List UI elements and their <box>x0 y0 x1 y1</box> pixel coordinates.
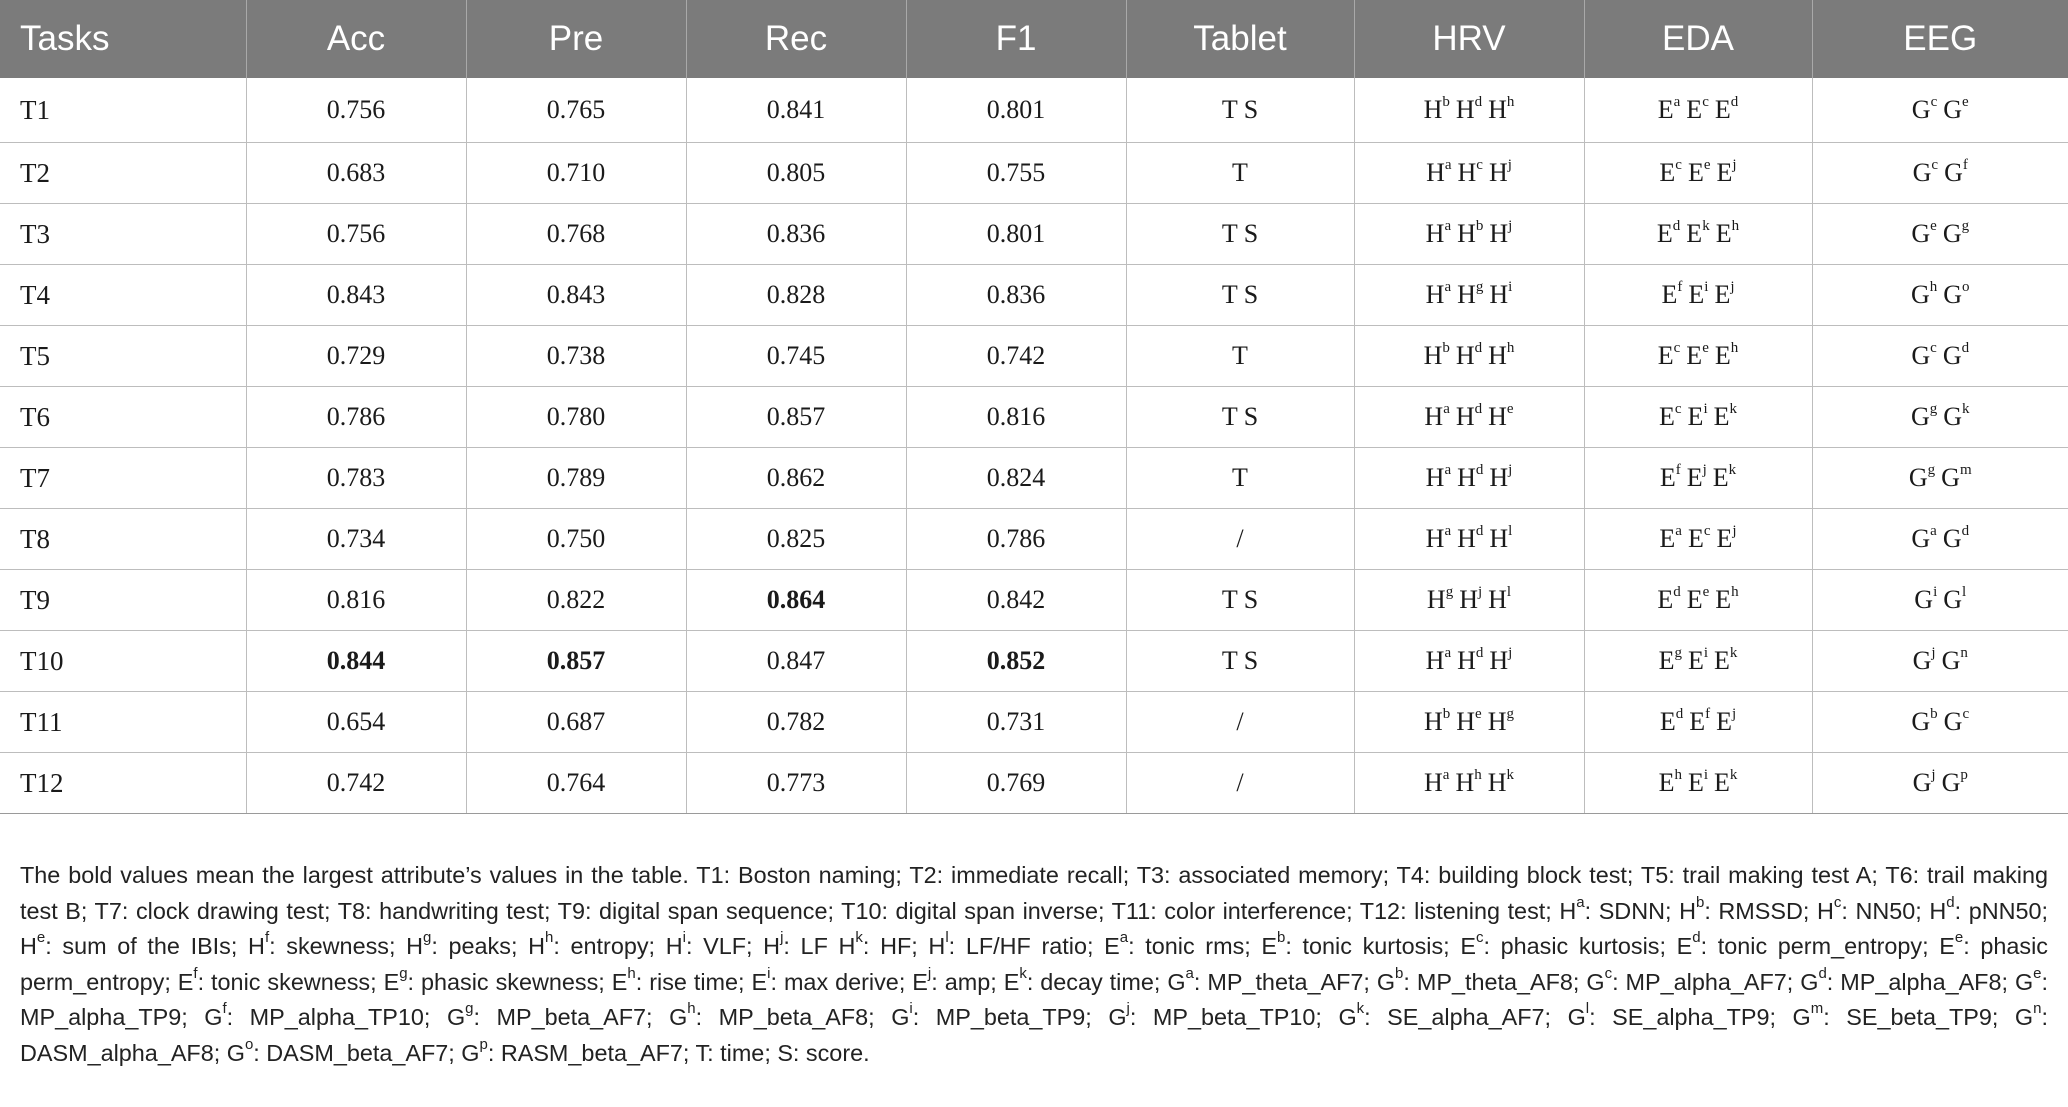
feature-symbol: $H^a$ <box>1425 462 1452 492</box>
cell-pre: 0.738 <box>466 326 686 387</box>
table-row <box>0 753 2068 814</box>
cell-f1: 0.742 <box>906 326 1126 387</box>
feature-symbol: $E^c$ <box>1686 94 1709 124</box>
cell-task: T2 <box>0 143 246 204</box>
header-rec: Rec <box>686 0 906 78</box>
feature-symbol: $G^g$ <box>1910 401 1938 431</box>
cell-pre: 0.768 <box>466 204 686 265</box>
cell-pre: 0.857 <box>466 631 686 692</box>
cell-eda <box>1584 692 1812 753</box>
cell-f1: 0.801 <box>906 78 1126 143</box>
feature-symbol: $H^a$ <box>1425 645 1452 675</box>
cell-rec: 0.745 <box>686 326 906 387</box>
footnote-definition: $G^g$: MP_beta_AF7; <box>446 1000 670 1030</box>
cell-rec: 0.847 <box>686 631 906 692</box>
feature-symbol: $E^k$ <box>1686 218 1710 248</box>
table-row <box>0 143 2068 204</box>
feature-symbol: $H^d$ <box>1457 523 1484 553</box>
footnote-definition: $E^d$: tonic perm_entropy; <box>1676 929 1940 959</box>
cell-acc: 0.816 <box>246 570 466 631</box>
feature-symbol: $H^e$ <box>1488 401 1514 431</box>
cell-eda <box>1584 448 1812 509</box>
footnote-definition: $G^a$: MP_theta_AF7; <box>1167 964 1377 995</box>
cell-task: T7 <box>0 448 246 509</box>
feature-symbol: $H^h$ <box>1455 767 1482 797</box>
feature-symbol: $G^m$ <box>1941 462 1972 492</box>
footnote-definition: $G^h$: MP_beta_AF8; <box>669 1000 892 1030</box>
feature-symbol: $E^e$ <box>1686 340 1709 370</box>
feature-symbol: $G^p$ <box>1941 767 1968 797</box>
footnote-definition: $H^d$: pNN50; <box>1929 893 2049 924</box>
cell-task: T1 <box>0 78 246 143</box>
feature-symbol: $E^i$ <box>1687 401 1708 431</box>
table-row <box>0 509 2068 570</box>
feature-symbol: $E^d$ <box>1656 218 1681 248</box>
feature-symbol: $G^e$ <box>1943 94 1969 124</box>
footnote-definition: $G^m$: SE_beta_TP9; <box>1792 1000 2015 1030</box>
feature-symbol: $E^f$ <box>1689 706 1711 736</box>
footnote-definition: $G^j$: MP_beta_TP10; <box>1108 1000 1339 1030</box>
feature-symbol: $H^d$ <box>1455 401 1483 431</box>
feature-symbol: $E^f$ <box>1659 462 1681 492</box>
header-row <box>0 0 2068 78</box>
feature-symbol: $H^e$ <box>1456 706 1482 736</box>
feature-symbol: $E^g$ <box>1658 645 1682 675</box>
feature-symbol: $G^j$ <box>1912 645 1936 675</box>
cell-hrv <box>1354 143 1584 204</box>
cell-pre: 0.780 <box>466 387 686 448</box>
feature-symbol: $H^l$ <box>1488 584 1512 614</box>
cell-hrv <box>1354 631 1584 692</box>
feature-symbol: $G^c$ <box>1911 340 1937 370</box>
cell-task: T9 <box>0 570 246 631</box>
feature-symbol: $H^j$ <box>1488 157 1512 187</box>
cell-pre: 0.822 <box>466 570 686 631</box>
footnote-definition: $E^b$: tonic kurtosis; <box>1261 929 1461 959</box>
feature-symbol: $E^d$ <box>1657 584 1681 614</box>
cell-eeg <box>1812 204 2068 265</box>
cell-rec: 0.862 <box>686 448 906 509</box>
feature-symbol: $H^h$ <box>1488 340 1515 370</box>
cell-hrv <box>1354 204 1584 265</box>
cell-eeg <box>1812 78 2068 143</box>
feature-symbol: $E^j$ <box>1716 706 1737 736</box>
feature-symbol: $E^a$ <box>1657 94 1681 124</box>
feature-symbol: $H^a$ <box>1425 523 1452 553</box>
feature-symbol: $G^b$ <box>1911 706 1938 736</box>
footnote-definition: $G^c$: MP_alpha_AF7; <box>1586 964 1801 995</box>
header-eda: EDA <box>1584 0 1812 78</box>
table-row <box>0 631 2068 692</box>
cell-eda <box>1584 387 1812 448</box>
cell-pre: 0.765 <box>466 78 686 143</box>
header-tasks: Tasks <box>0 0 246 78</box>
footnote-intro: The bold values mean the largest attribute’s values in the table. T1: Boston naming; T2: immediate recall; T3: associated memory; T4: building block test; T5: trail making test A; T6: trail making test B; T7: clock drawing test; T8: handwriting test; T9: digital span sequence; T10: digital span inverse; T11: color interference; T12: listening test; <box>20 862 2048 924</box>
cell-f1: 0.836 <box>906 265 1126 326</box>
cell-eda <box>1584 570 1812 631</box>
footnote-definition: $G^e$: MP_alpha_TP9; <box>20 964 2048 1030</box>
cell-pre: 0.687 <box>466 692 686 753</box>
feature-symbol: $G^d$ <box>1942 523 1970 553</box>
cell-task: T12 <box>0 753 246 814</box>
cell-tablet: T S <box>1126 631 1354 692</box>
cell-eeg <box>1812 570 2068 631</box>
feature-symbol: $E^i$ <box>1687 767 1709 797</box>
cell-eeg <box>1812 448 2068 509</box>
footnote-definition: $E^g$: phasic skewness; <box>383 964 612 995</box>
cell-f1: 0.786 <box>906 509 1126 570</box>
table-row <box>0 265 2068 326</box>
footnote-definition: $H^f$: skewness; <box>248 929 407 959</box>
header-hrv: HRV <box>1354 0 1584 78</box>
footnote-definition: $G^f$: MP_alpha_TP10; <box>204 1000 447 1030</box>
table-footnote <box>20 858 2048 1071</box>
cell-eda <box>1584 326 1812 387</box>
footnote-definition: $H^g$: peaks; <box>406 929 529 959</box>
table-row <box>0 692 2068 753</box>
cell-acc: 0.786 <box>246 387 466 448</box>
cell-eeg <box>1812 753 2068 814</box>
feature-symbol: $G^f$ <box>1944 157 1968 187</box>
cell-eeg <box>1812 387 2068 448</box>
cell-eda <box>1584 78 1812 143</box>
cell-eda <box>1584 143 1812 204</box>
cell-rec: 0.828 <box>686 265 906 326</box>
cell-tablet: / <box>1126 692 1354 753</box>
table-row <box>0 448 2068 509</box>
footnote-definition: $E^j$: amp; <box>912 964 1004 995</box>
footnote-definition: $H^l$: LF/HF ratio; <box>928 929 1105 959</box>
cell-f1: 0.842 <box>906 570 1126 631</box>
cell-acc: 0.844 <box>246 631 466 692</box>
feature-symbol: $G^l$ <box>1943 584 1967 614</box>
cell-task: T4 <box>0 265 246 326</box>
feature-symbol: $H^d$ <box>1455 94 1483 124</box>
feature-symbol: $H^j$ <box>1489 218 1513 248</box>
feature-symbol: $H^j$ <box>1489 462 1513 492</box>
footnote-definition: $G^n$: DASM_alpha_AF8; <box>20 1000 2048 1066</box>
cell-task: T5 <box>0 326 246 387</box>
cell-task: T8 <box>0 509 246 570</box>
cell-f1: 0.731 <box>906 692 1126 753</box>
footnote-definition: $H^h$: entropy; <box>528 929 666 959</box>
cell-eeg <box>1812 143 2068 204</box>
footnote-definition: $E^c$: phasic kurtosis; <box>1460 929 1677 959</box>
feature-symbol: $E^c$ <box>1658 401 1682 431</box>
cell-tablet: T <box>1126 448 1354 509</box>
cell-acc: 0.756 <box>246 204 466 265</box>
cell-eda <box>1584 509 1812 570</box>
feature-symbol: $E^j$ <box>1716 523 1737 553</box>
table-row <box>0 387 2068 448</box>
cell-rec: 0.773 <box>686 753 906 814</box>
footnote-definition: $G^d$: MP_alpha_AF8; <box>1800 964 2015 995</box>
cell-eeg <box>1812 509 2068 570</box>
cell-tablet: T S <box>1126 265 1354 326</box>
feature-symbol: $G^g$ <box>1942 218 1970 248</box>
cell-acc: 0.729 <box>246 326 466 387</box>
footnote-definition: $E^f$: tonic skewness; <box>177 964 384 995</box>
feature-symbol: $E^h$ <box>1658 767 1682 797</box>
header-pre: Pre <box>466 0 686 78</box>
feature-symbol: $H^g$ <box>1426 584 1454 614</box>
feature-symbol: $E^f$ <box>1661 279 1683 309</box>
cell-rec: 0.841 <box>686 78 906 143</box>
feature-symbol: $E^j$ <box>1686 462 1707 492</box>
cell-hrv <box>1354 753 1584 814</box>
feature-symbol: $E^j$ <box>1716 157 1737 187</box>
cell-task: T10 <box>0 631 246 692</box>
footnote-definition: $G^i$: MP_beta_TP9; <box>891 1000 1109 1030</box>
feature-symbol: $E^h$ <box>1715 584 1739 614</box>
cell-tablet: / <box>1126 509 1354 570</box>
feature-symbol: $G^c$ <box>1911 94 1938 124</box>
cell-acc: 0.742 <box>246 753 466 814</box>
cell-tablet: / <box>1126 753 1354 814</box>
cell-hrv <box>1354 448 1584 509</box>
footnote-definition: $G^k$: SE_alpha_AF7; <box>1338 1000 1568 1030</box>
feature-symbol: $H^a$ <box>1424 401 1450 431</box>
feature-symbol: $E^k$ <box>1713 401 1737 431</box>
footnote-definition: $E^i$: max derive; <box>751 964 913 995</box>
table-row <box>0 78 2068 143</box>
table-row <box>0 326 2068 387</box>
cell-eda <box>1584 265 1812 326</box>
cell-pre: 0.843 <box>466 265 686 326</box>
feature-symbol: $G^e$ <box>1911 218 1937 248</box>
cell-eda <box>1584 631 1812 692</box>
header-f1: F1 <box>906 0 1126 78</box>
feature-symbol: $E^e$ <box>1686 584 1710 614</box>
cell-pre: 0.789 <box>466 448 686 509</box>
footnote-definition: $H^a$: SDNN; <box>1559 893 1680 924</box>
feature-symbol: $G^o$ <box>1943 279 1970 309</box>
cell-hrv <box>1354 78 1584 143</box>
feature-symbol: $G^h$ <box>1910 279 1938 309</box>
feature-symbol: $E^i$ <box>1688 279 1709 309</box>
feature-symbol: $H^b$ <box>1423 706 1451 736</box>
cell-tablet: T <box>1126 143 1354 204</box>
feature-symbol: $E^k$ <box>1712 462 1737 492</box>
feature-symbol: $H^j$ <box>1489 645 1513 675</box>
feature-symbol: $H^c$ <box>1457 157 1483 187</box>
feature-symbol: $E^e$ <box>1687 157 1711 187</box>
feature-symbol: $H^h$ <box>1488 94 1515 124</box>
cell-hrv <box>1354 692 1584 753</box>
feature-symbol: $E^c$ <box>1687 523 1711 553</box>
footnote-definition: $E^k$: decay time; <box>1003 964 1168 995</box>
feature-symbol: $G^c$ <box>1943 706 1970 736</box>
cell-acc: 0.654 <box>246 692 466 753</box>
cell-pre: 0.764 <box>466 753 686 814</box>
footnote-definition: $H^b$: RMSSD; <box>1679 893 1817 924</box>
footnote-definition: $G^b$: MP_theta_AF8; <box>1376 964 1587 995</box>
cell-f1: 0.801 <box>906 204 1126 265</box>
cell-f1: 0.824 <box>906 448 1126 509</box>
feature-symbol: $H^a$ <box>1423 767 1450 797</box>
footnote-definition: $H^e$: sum of the IBIs; <box>20 929 249 959</box>
feature-symbol: $H^b$ <box>1457 218 1484 248</box>
feature-symbol: $H^a$ <box>1426 157 1452 187</box>
feature-symbol: $H^i$ <box>1489 279 1513 309</box>
feature-symbol: $H^d$ <box>1457 462 1484 492</box>
footnote-definition: $E^h$: rise time; <box>611 964 752 995</box>
cell-task: T3 <box>0 204 246 265</box>
feature-symbol: $G^i$ <box>1914 584 1938 614</box>
feature-symbol: $E^h$ <box>1715 218 1740 248</box>
cell-eda <box>1584 204 1812 265</box>
cell-tablet: T S <box>1126 387 1354 448</box>
footnote-definition: $H^k$: HF; <box>838 929 929 959</box>
footnote-definition: $E^a$: tonic rms; <box>1104 929 1262 959</box>
cell-rec: 0.782 <box>686 692 906 753</box>
cell-f1: 0.769 <box>906 753 1126 814</box>
feature-symbol: $H^d$ <box>1457 645 1484 675</box>
cell-hrv <box>1354 509 1584 570</box>
cell-rec: 0.825 <box>686 509 906 570</box>
cell-eeg <box>1812 265 2068 326</box>
footnote-definition: $H^i$: VLF; <box>665 929 764 959</box>
feature-symbol: $G^c$ <box>1912 157 1939 187</box>
cell-tablet: T S <box>1126 204 1354 265</box>
feature-symbol: $H^g$ <box>1457 279 1484 309</box>
table-row <box>0 570 2068 631</box>
footnote-definition: $G^p$: RASM_beta_AF7; <box>461 1035 696 1066</box>
cell-hrv <box>1354 265 1584 326</box>
cell-eeg <box>1812 326 2068 387</box>
cell-acc: 0.734 <box>246 509 466 570</box>
feature-symbol: $H^l$ <box>1489 523 1513 553</box>
cell-rec: 0.864 <box>686 570 906 631</box>
cell-acc: 0.783 <box>246 448 466 509</box>
cell-eeg <box>1812 692 2068 753</box>
header-tablet: Tablet <box>1126 0 1354 78</box>
feature-symbol: $H^a$ <box>1425 218 1452 248</box>
feature-symbol: $H^g$ <box>1487 706 1514 736</box>
cell-eeg <box>1812 631 2068 692</box>
feature-symbol: $G^n$ <box>1941 645 1968 675</box>
table-body <box>0 78 2068 814</box>
feature-symbol: $E^j$ <box>1714 279 1735 309</box>
cell-task: T11 <box>0 692 246 753</box>
footnote-definition: $H^j$: LF <box>763 929 839 959</box>
footnote-definition: $H^c$: NN50; <box>1816 893 1930 924</box>
feature-symbol: $H^b$ <box>1423 94 1450 124</box>
cell-tablet: T <box>1126 326 1354 387</box>
header-eeg: EEG <box>1812 0 2068 78</box>
footnote-definition: $G^o$: DASM_beta_AF7; <box>226 1035 462 1066</box>
footnote-definition: $E^e$: phasic perm_entropy; <box>20 929 2048 995</box>
feature-symbol: $H^k$ <box>1487 767 1514 797</box>
feature-symbol: $H^d$ <box>1455 340 1483 370</box>
feature-symbol: $H^a$ <box>1425 279 1452 309</box>
cell-hrv <box>1354 387 1584 448</box>
footnote-end: T: time; S: score. <box>695 1039 870 1066</box>
feature-symbol: $H^b$ <box>1423 340 1450 370</box>
header-acc: Acc <box>246 0 466 78</box>
feature-symbol: $E^k$ <box>1714 645 1738 675</box>
cell-hrv <box>1354 570 1584 631</box>
cell-acc: 0.683 <box>246 143 466 204</box>
feature-symbol: $G^j$ <box>1912 767 1936 797</box>
feature-symbol: $E^a$ <box>1659 523 1682 553</box>
feature-symbol: $E^d$ <box>1714 94 1739 124</box>
cell-f1: 0.816 <box>906 387 1126 448</box>
feature-symbol: $E^h$ <box>1714 340 1739 370</box>
feature-symbol: $G^k$ <box>1943 401 1970 431</box>
cell-tablet: T S <box>1126 78 1354 143</box>
feature-symbol: $H^j$ <box>1459 584 1483 614</box>
feature-symbol: $E^d$ <box>1659 706 1684 736</box>
feature-symbol: $G^g$ <box>1908 462 1936 492</box>
cell-f1: 0.755 <box>906 143 1126 204</box>
table-row <box>0 204 2068 265</box>
cell-pre: 0.750 <box>466 509 686 570</box>
feature-symbol: $E^c$ <box>1657 340 1681 370</box>
feature-symbol: $E^i$ <box>1687 645 1709 675</box>
cell-eda <box>1584 753 1812 814</box>
cell-task: T6 <box>0 387 246 448</box>
cell-tablet: T S <box>1126 570 1354 631</box>
feature-symbol: $G^d$ <box>1942 340 1970 370</box>
footnote-definition: $G^l$: SE_alpha_TP9; <box>1567 1000 1793 1030</box>
feature-symbol: $G^a$ <box>1911 523 1937 553</box>
cell-hrv <box>1354 326 1584 387</box>
cell-rec: 0.836 <box>686 204 906 265</box>
cell-f1: 0.852 <box>906 631 1126 692</box>
cell-acc: 0.843 <box>246 265 466 326</box>
feature-symbol: $E^k$ <box>1714 767 1738 797</box>
cell-acc: 0.756 <box>246 78 466 143</box>
cell-pre: 0.710 <box>466 143 686 204</box>
cell-rec: 0.805 <box>686 143 906 204</box>
feature-symbol: $E^c$ <box>1659 157 1682 187</box>
cell-rec: 0.857 <box>686 387 906 448</box>
